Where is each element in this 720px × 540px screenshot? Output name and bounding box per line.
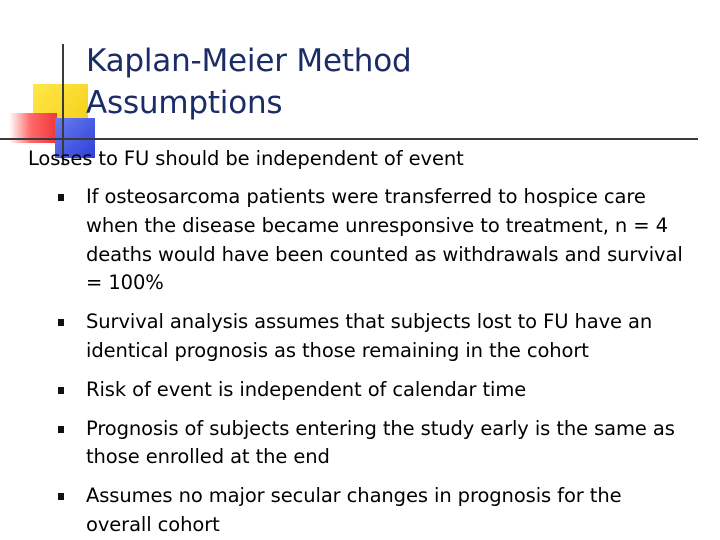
title-underline-rule	[0, 138, 698, 140]
square-bullet-icon	[58, 426, 64, 433]
bullet-text: Assumes no major secular changes in prognosis for the overall cohort	[86, 484, 622, 536]
bullet-text: If osteosarcoma patients were transferred to hospice care when the disease became unresponsive to treatment, n = 4 deaths would have been counted as withdrawals and survival = 100%	[86, 185, 683, 295]
bullet-text: Prognosis of subjects entering the study early is the same as those enrolled at the end	[86, 416, 675, 469]
lead-statement: Losses to FU should be independent of event	[28, 147, 464, 170]
square-bullet-icon	[58, 319, 64, 326]
bullet-text: Risk of event is independent of calendar time	[86, 377, 527, 401]
bullet-text: Survival analysis assumes that subjects lost to FU have an identical prognosis as those remaining in the cohort	[86, 310, 653, 362]
bullet-item	[0, 183, 686, 298]
square-bullet-icon	[58, 194, 64, 201]
bullet-item	[0, 415, 686, 473]
square-bullet-icon	[58, 493, 64, 500]
slide-title-line-1: Kaplan-Meier Method	[86, 43, 412, 79]
bullet-item	[0, 482, 686, 540]
slide-title-line-2: Assumptions	[86, 85, 283, 121]
bullet-item	[0, 376, 686, 405]
bullet-list	[0, 183, 686, 540]
slide-title	[86, 40, 411, 124]
square-bullet-icon	[58, 387, 64, 394]
bullet-item	[0, 308, 686, 366]
